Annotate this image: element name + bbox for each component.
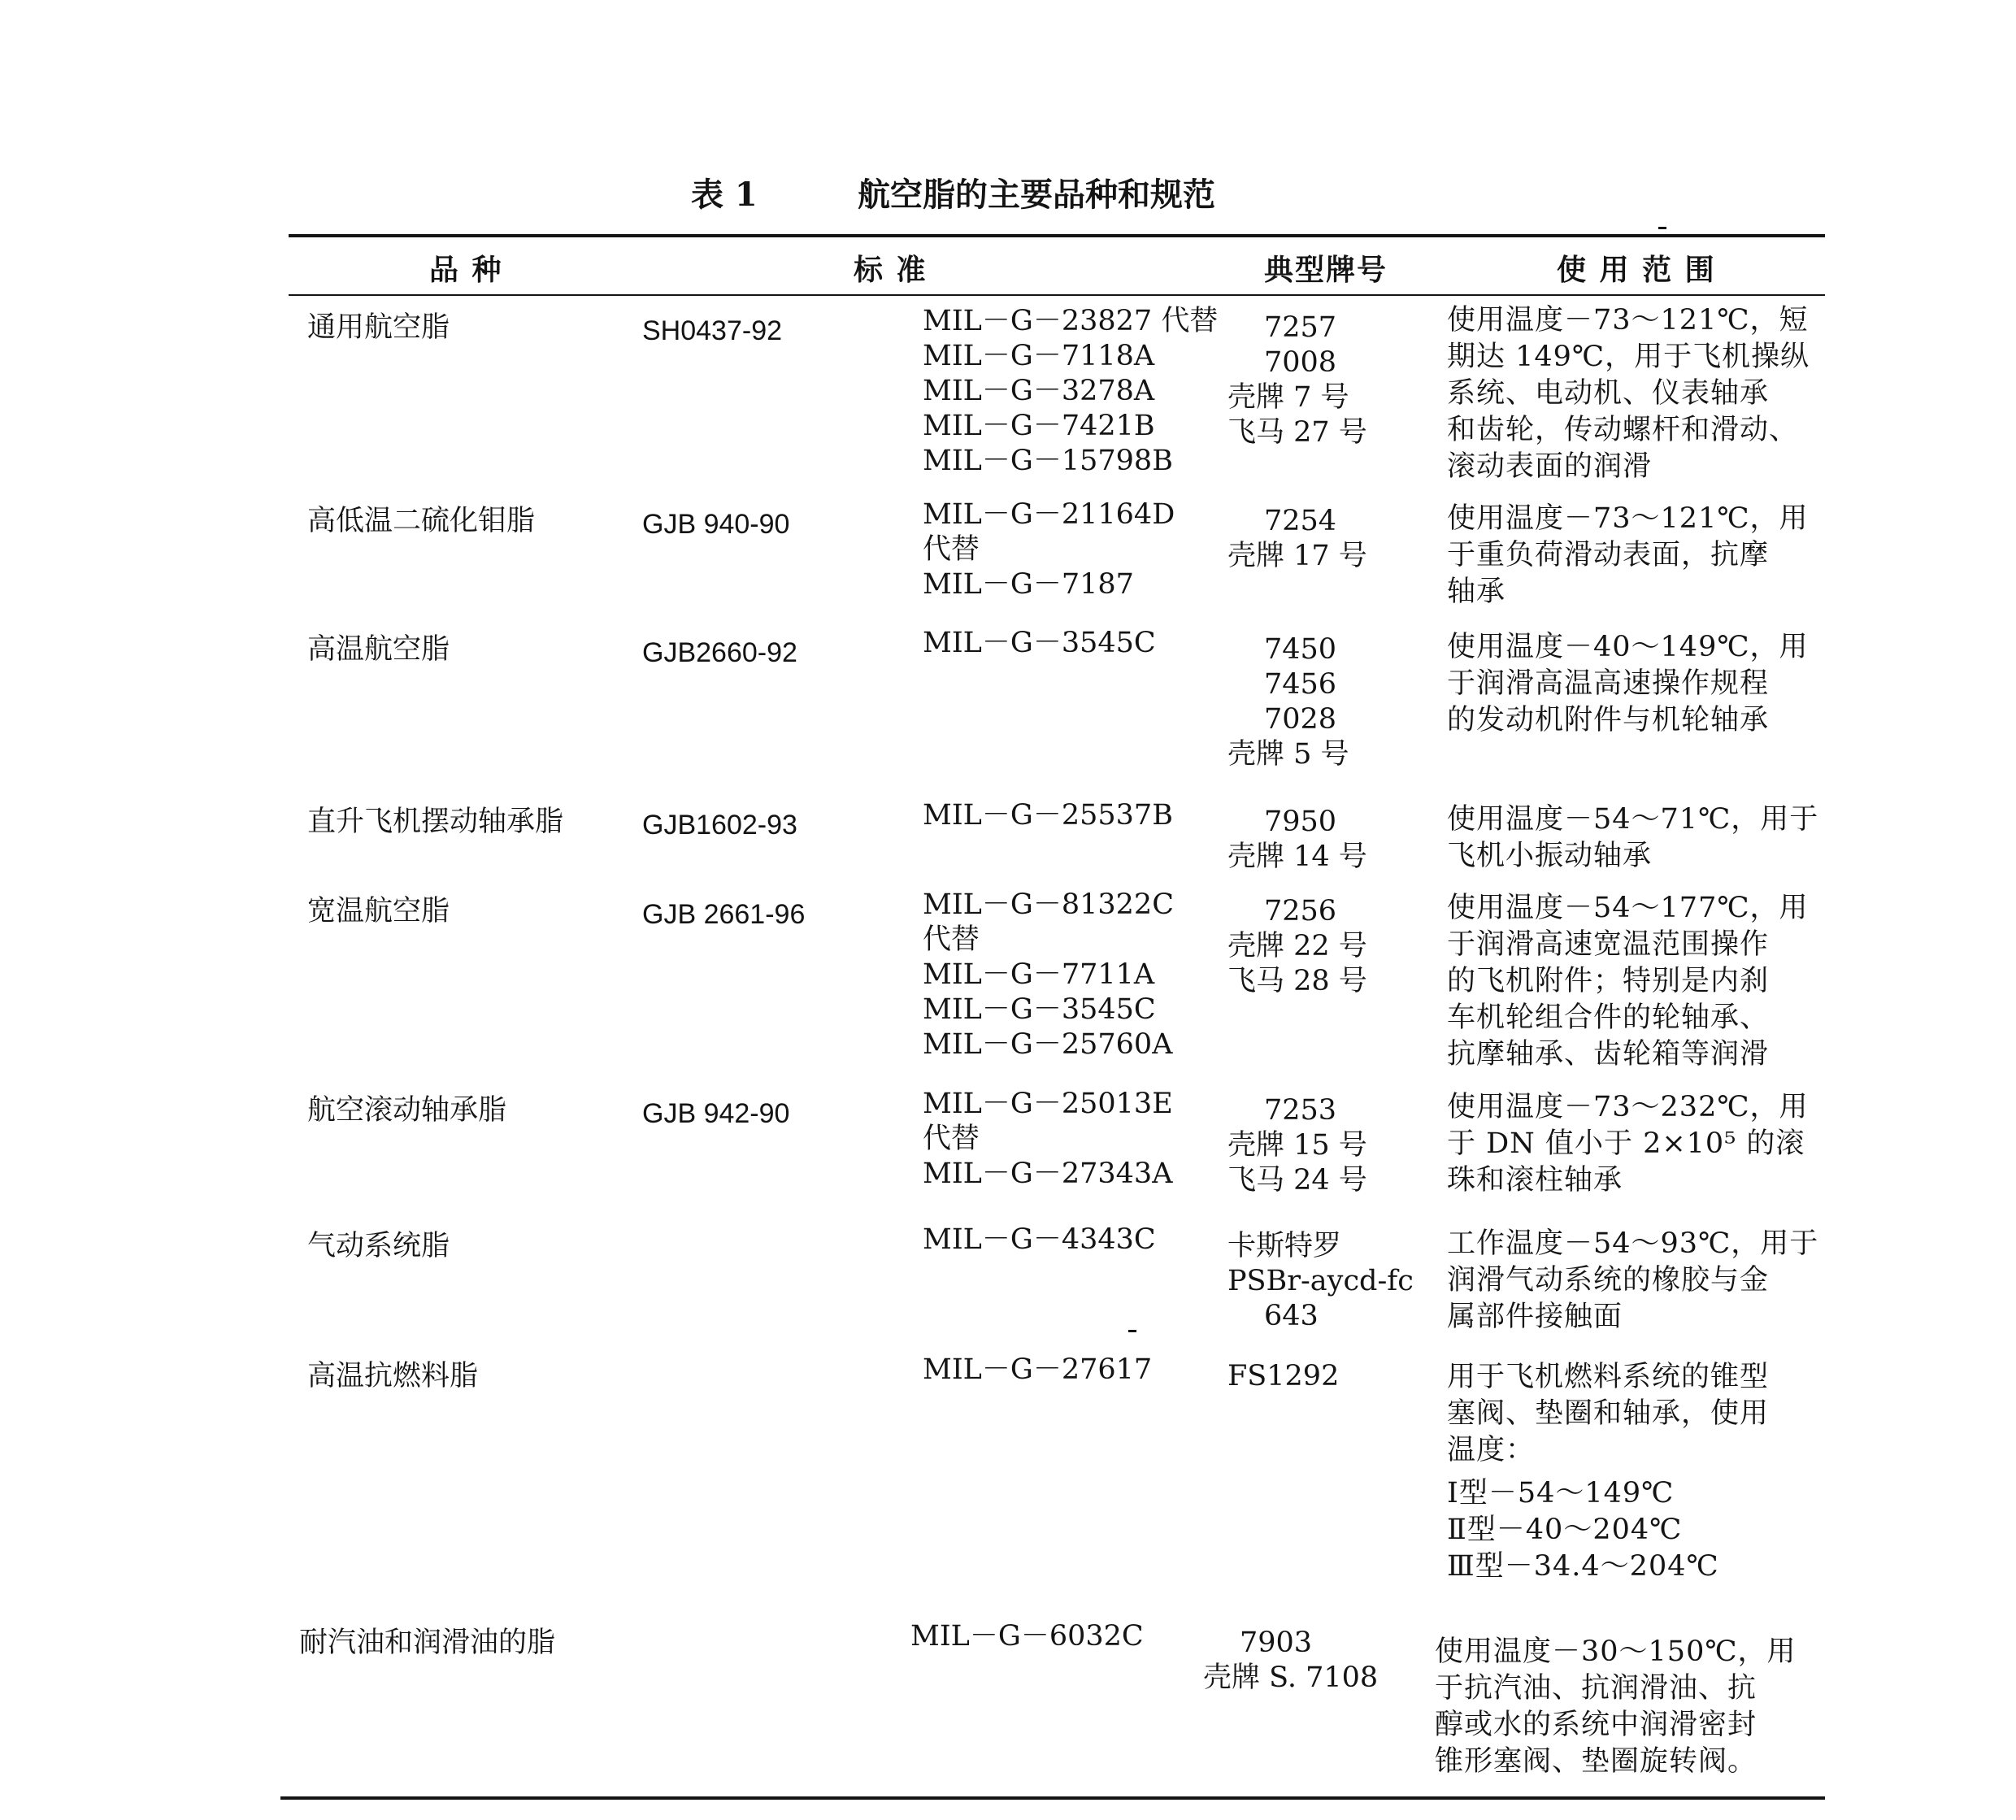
table-top-rule: [289, 234, 1825, 237]
standard-line: MIL－G－7187: [923, 568, 1134, 601]
cell-brands: [1227, 504, 1367, 574]
standard-line: MIL－G－4343C: [923, 1223, 1156, 1256]
cell-variety: 通用航空脂: [307, 311, 450, 344]
usage-line: 润滑气动系统的橡胶与金: [1447, 1264, 1770, 1297]
standard-line: MIL－G－81322C: [923, 888, 1174, 921]
standard-line: 代替: [923, 1123, 980, 1155]
standard-line: MIL－G－7711A: [923, 958, 1155, 991]
cell-domestic-standard: GJB 942-90: [642, 1098, 790, 1129]
standard-line: MIL－G－7118A: [923, 340, 1155, 372]
usage-line: 使用温度－73～232℃，用: [1447, 1091, 1809, 1123]
brand-line: 643: [1264, 1300, 1319, 1332]
cell-variety: 航空滚动轴承脂: [307, 1094, 507, 1127]
usage-line: 使用温度－73～121℃，用: [1447, 502, 1809, 535]
cell-brands: [1227, 1359, 1339, 1394]
brand-line: 壳牌 22 号: [1227, 930, 1367, 962]
cell-brands: [1227, 632, 1349, 772]
usage-line: 飞机小振动轴承: [1447, 840, 1653, 872]
standard-line: MIL－G－25760A: [923, 1028, 1173, 1061]
scan-mark: [1128, 1330, 1136, 1332]
usage-line: 使用温度－30～150℃，用: [1435, 1635, 1797, 1668]
usage-line: 塞阀、垫圈和轴承，使用: [1447, 1397, 1770, 1430]
cell-domestic-standard: GJB 2661-96: [642, 899, 806, 930]
brand-line: 壳牌 S. 7108: [1203, 1661, 1379, 1694]
cell-variety: 高温抗燃料脂: [307, 1360, 479, 1392]
cell-variety: 高温航空脂: [307, 633, 450, 666]
usage-line: 系统、电动机、仪表轴承: [1447, 377, 1770, 410]
usage-line: 的飞机附件；特别是内刹: [1447, 965, 1770, 997]
header-variety: 品 种: [429, 253, 503, 287]
brand-line: 7253: [1264, 1094, 1337, 1127]
brand-line: 壳牌 15 号: [1227, 1129, 1367, 1162]
cell-brands: [1227, 894, 1367, 999]
brand-line: FS1292: [1227, 1360, 1340, 1392]
cell-usage: [1435, 1634, 1809, 1780]
usage-line: 抗摩轴承、齿轮箱等润滑: [1447, 1038, 1770, 1071]
usage-line: 期达 149℃，用于飞机操纵: [1447, 341, 1810, 373]
cell-variety: 气动系统脂: [307, 1230, 450, 1262]
cell-domestic-standard: GJB2660-92: [642, 637, 797, 668]
brand-line: 飞马 28 号: [1227, 965, 1367, 997]
standard-line: 代替: [923, 923, 980, 956]
cell-usage: [1447, 1089, 1821, 1199]
standard-line: MIL－G－25013E: [923, 1088, 1173, 1120]
cell-usage: [1447, 629, 1821, 739]
cell-brands: [1227, 805, 1367, 875]
usage-line: Ⅱ型－40～204℃: [1447, 1514, 1683, 1546]
usage-line: 的发动机附件与机轮轴承: [1447, 704, 1770, 736]
usage-line: 轴承: [1447, 576, 1506, 608]
usage-line: 于 DN 值小于 2×10⁵ 的滚: [1447, 1127, 1805, 1160]
usage-line: 和齿轮，传动螺杆和滑动、: [1447, 414, 1799, 446]
scan-mark: [1658, 227, 1666, 229]
brand-line: 飞马 24 号: [1227, 1164, 1367, 1197]
brand-line: 壳牌 7 号: [1227, 381, 1349, 414]
cell-foreign-standards: [923, 1087, 1173, 1192]
usage-line: 使用温度－54～177℃，用: [1447, 892, 1809, 924]
standard-line: MIL－G－3545C: [923, 993, 1156, 1026]
usage-line: 于重负荷滑动表面，抗摩: [1447, 539, 1770, 571]
brand-line: 7257: [1264, 311, 1337, 344]
usage-line: 使用温度－54～71℃，用于: [1447, 803, 1819, 836]
brand-line: 7256: [1264, 895, 1337, 927]
brand-line: 7008: [1264, 346, 1337, 379]
brand-line: 壳牌 14 号: [1227, 841, 1367, 873]
standard-line: MIL－G－21164D: [923, 498, 1175, 531]
cell-variety: 耐汽油和润滑油的脂: [299, 1627, 556, 1659]
standard-line: 代替: [923, 533, 980, 566]
usage-line: 使用温度－40～149℃，用: [1447, 631, 1809, 663]
cell-foreign-standards: [923, 626, 1156, 661]
brand-line: 卡斯特罗: [1227, 1230, 1342, 1262]
brand-line: 7903: [1240, 1627, 1313, 1659]
usage-line: 珠和滚柱轴承: [1447, 1164, 1623, 1197]
standard-line: MIL－G－6032C: [910, 1620, 1144, 1653]
cell-variety: 高低温二硫化钼脂: [307, 505, 536, 537]
cell-foreign-standards: [910, 1619, 1144, 1654]
cell-foreign-standards: [923, 1353, 1152, 1388]
standard-line: MIL－G－3278A: [923, 375, 1155, 407]
table-bottom-rule: [280, 1796, 1825, 1800]
standard-line: MIL－G－23827 代替: [923, 305, 1219, 337]
standard-line: MIL－G－25537B: [923, 799, 1173, 832]
cell-foreign-standards: [923, 1223, 1156, 1257]
header-usage: 使 用 范 围: [1557, 253, 1716, 287]
cell-foreign-standards: [923, 497, 1175, 602]
cell-usage: [1447, 302, 1821, 485]
header-standard: 标 准: [854, 253, 928, 287]
usage-line: 于润滑高温高速操作规程: [1447, 667, 1770, 700]
standard-line: MIL－G－27343A: [923, 1158, 1173, 1190]
usage-line: 滚动表面的润滑: [1447, 450, 1653, 483]
brand-line: 飞马 27 号: [1227, 416, 1367, 449]
table-header-rule: [289, 294, 1825, 296]
cell-variety: 直升飞机摆动轴承脂: [307, 806, 564, 838]
usage-line: 于抗汽油、抗润滑油、抗: [1435, 1672, 1757, 1705]
cell-foreign-standards: [923, 304, 1218, 479]
cell-usage: [1447, 801, 1821, 875]
header-brand: 典型牌号: [1264, 253, 1388, 287]
standard-line: MIL－G－27617: [923, 1353, 1153, 1386]
usage-line: 温度：: [1447, 1434, 1536, 1466]
cell-usage: [1447, 1226, 1821, 1336]
standard-line: MIL－G－15798B: [923, 445, 1173, 477]
cell-usage: [1447, 890, 1821, 1073]
cell-usage: [1447, 1359, 1821, 1585]
standard-line: MIL－G－3545C: [923, 627, 1156, 659]
brand-line: PSBr-aycd-fc: [1227, 1265, 1414, 1297]
usage-line: 醇或水的系统中润滑密封: [1435, 1709, 1757, 1741]
cell-brands: [1227, 311, 1367, 450]
usage-line: 用于飞机燃料系统的锥型: [1447, 1361, 1770, 1393]
table-title: 航空脂的主要品种和规范: [858, 176, 1215, 214]
cell-variety: 宽温航空脂: [307, 895, 450, 927]
standard-line: MIL－G－7421B: [923, 410, 1155, 442]
cell-brands: [1227, 1229, 1414, 1334]
brand-line: 7028: [1264, 703, 1337, 736]
usage-line: 工作温度－54～93℃，用于: [1447, 1227, 1819, 1260]
brand-line: 7950: [1264, 806, 1337, 838]
cell-brands: [1203, 1626, 1378, 1696]
usage-line: 使用温度－73～121℃，短: [1447, 304, 1809, 337]
brand-line: 壳牌 5 号: [1227, 738, 1349, 771]
usage-line: 于润滑高速宽温范围操作: [1447, 928, 1770, 961]
cell-brands: [1227, 1093, 1367, 1198]
brand-line: 壳牌 17 号: [1227, 540, 1367, 572]
cell-foreign-standards: [923, 888, 1174, 1062]
cell-domestic-standard: GJB1602-93: [642, 810, 797, 841]
brand-line: 7254: [1264, 505, 1337, 537]
usage-line: Ⅰ型－54～149℃: [1447, 1477, 1675, 1509]
cell-domestic-standard: GJB 940-90: [642, 509, 790, 540]
table-number: 表 1: [691, 176, 758, 214]
brand-line: 7450: [1264, 633, 1337, 666]
usage-line: Ⅲ型－34.4～204℃: [1447, 1550, 1719, 1583]
cell-domestic-standard: SH0437-92: [642, 315, 783, 346]
cell-foreign-standards: [923, 798, 1173, 833]
brand-line: 7456: [1264, 668, 1337, 701]
usage-line: 车机轮组合件的轮轴承、: [1447, 1001, 1770, 1034]
usage-line: 锥形塞阀、垫圈旋转阀。: [1435, 1745, 1757, 1778]
usage-line: 属部件接触面: [1447, 1301, 1623, 1333]
cell-usage: [1447, 501, 1821, 610]
table-caption: [0, 169, 2016, 218]
